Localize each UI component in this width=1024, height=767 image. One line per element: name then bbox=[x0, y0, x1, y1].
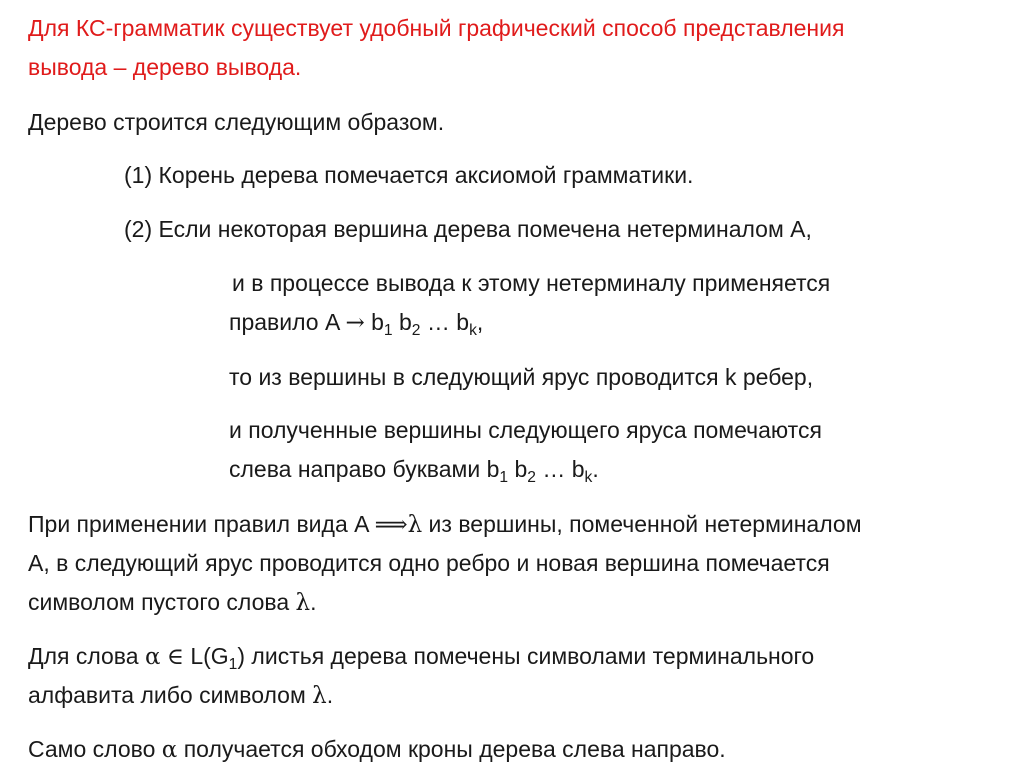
step-2-text-c: то из вершины в следующий ярус проводится k ребер, bbox=[229, 364, 814, 390]
heading: Дерево строится следующим образом. bbox=[28, 109, 445, 135]
lambda-rule-line3-suffix: . bbox=[310, 589, 317, 615]
lambda-rule-line-2: A, в следующий ярус проводится одно ребро и новая вершина помечается bbox=[28, 550, 830, 576]
language-prefix: L(G bbox=[183, 643, 229, 669]
rule-suffix: , bbox=[476, 309, 484, 335]
final-prefix: Само слово bbox=[28, 736, 162, 762]
b-subscript-1: 1 bbox=[499, 469, 509, 486]
lambda-rule-line-1 bbox=[28, 513, 862, 537]
alpha-symbol: α bbox=[144, 644, 161, 670]
final-suffix: получается обходом кроны дерева слева направо. bbox=[177, 736, 726, 762]
leaves-line2-suffix: . bbox=[326, 682, 334, 708]
labels-prefix: слева направо буквами bbox=[229, 456, 487, 482]
b-subscript-1: 1 bbox=[383, 322, 393, 339]
element-of-icon: ∈ bbox=[166, 644, 184, 670]
b-symbol: b bbox=[514, 456, 528, 482]
leaves-suffix: ) листья дерева помечены символами терминального bbox=[237, 643, 815, 669]
b-subscript-k: k bbox=[584, 469, 593, 486]
b-symbol: b bbox=[456, 309, 470, 335]
b-subscript-k: k bbox=[469, 322, 477, 339]
lambda-rule-line3-prefix: символом пустого слова bbox=[28, 589, 296, 615]
lambda-rule-prefix: При применении правил вида A bbox=[28, 511, 375, 537]
ellipsis: … bbox=[420, 309, 457, 335]
step-2-rule bbox=[229, 309, 484, 339]
b-symbol: b bbox=[486, 456, 500, 482]
arrow-icon: → bbox=[345, 310, 365, 336]
grammar-subscript: 1 bbox=[228, 656, 238, 673]
lambda-symbol: λ bbox=[312, 683, 327, 709]
b-symbol: b bbox=[571, 456, 585, 482]
lambda-rule-suffix: из вершины, помеченной нетерминалом bbox=[422, 511, 862, 537]
lambda-symbol: λ bbox=[407, 512, 423, 538]
final-line bbox=[28, 738, 726, 762]
intro-line-1: Для КС-грамматик существует удобный графический способ представления bbox=[28, 15, 845, 41]
leaves-line2-prefix: алфавита либо символом bbox=[28, 682, 313, 708]
implies-icon: ⟹ bbox=[374, 512, 408, 538]
step-2-text-a: и в процессе вывода к этому нетерминалу применяется bbox=[232, 270, 831, 296]
intro-line-2: вывода – дерево вывода. bbox=[28, 54, 302, 80]
lambda-rule-line-3 bbox=[28, 591, 317, 615]
ellipsis: … bbox=[535, 456, 572, 482]
labels-suffix: . bbox=[592, 456, 599, 482]
leaves-line-2 bbox=[28, 684, 333, 708]
step-1: (1) Корень дерева помечается аксиомой грамматики. bbox=[124, 162, 694, 188]
b-symbol: b bbox=[371, 309, 384, 335]
rule-prefix: правило A bbox=[229, 309, 346, 335]
step-2-text-d: и полученные вершины следующего яруса помечаются bbox=[229, 417, 822, 443]
lambda-symbol: λ bbox=[295, 590, 311, 616]
step-2-text-e bbox=[229, 456, 599, 486]
b-subscript-2: 2 bbox=[527, 469, 536, 486]
leaves-prefix: Для слова bbox=[28, 643, 145, 669]
alpha-symbol: α bbox=[161, 737, 178, 763]
step-2: (2) Если некоторая вершина дерева помечена нетерминалом A, bbox=[124, 216, 812, 242]
b-subscript-2: 2 bbox=[411, 322, 421, 339]
leaves-line-1 bbox=[28, 643, 815, 673]
b-symbol: b bbox=[399, 309, 412, 335]
